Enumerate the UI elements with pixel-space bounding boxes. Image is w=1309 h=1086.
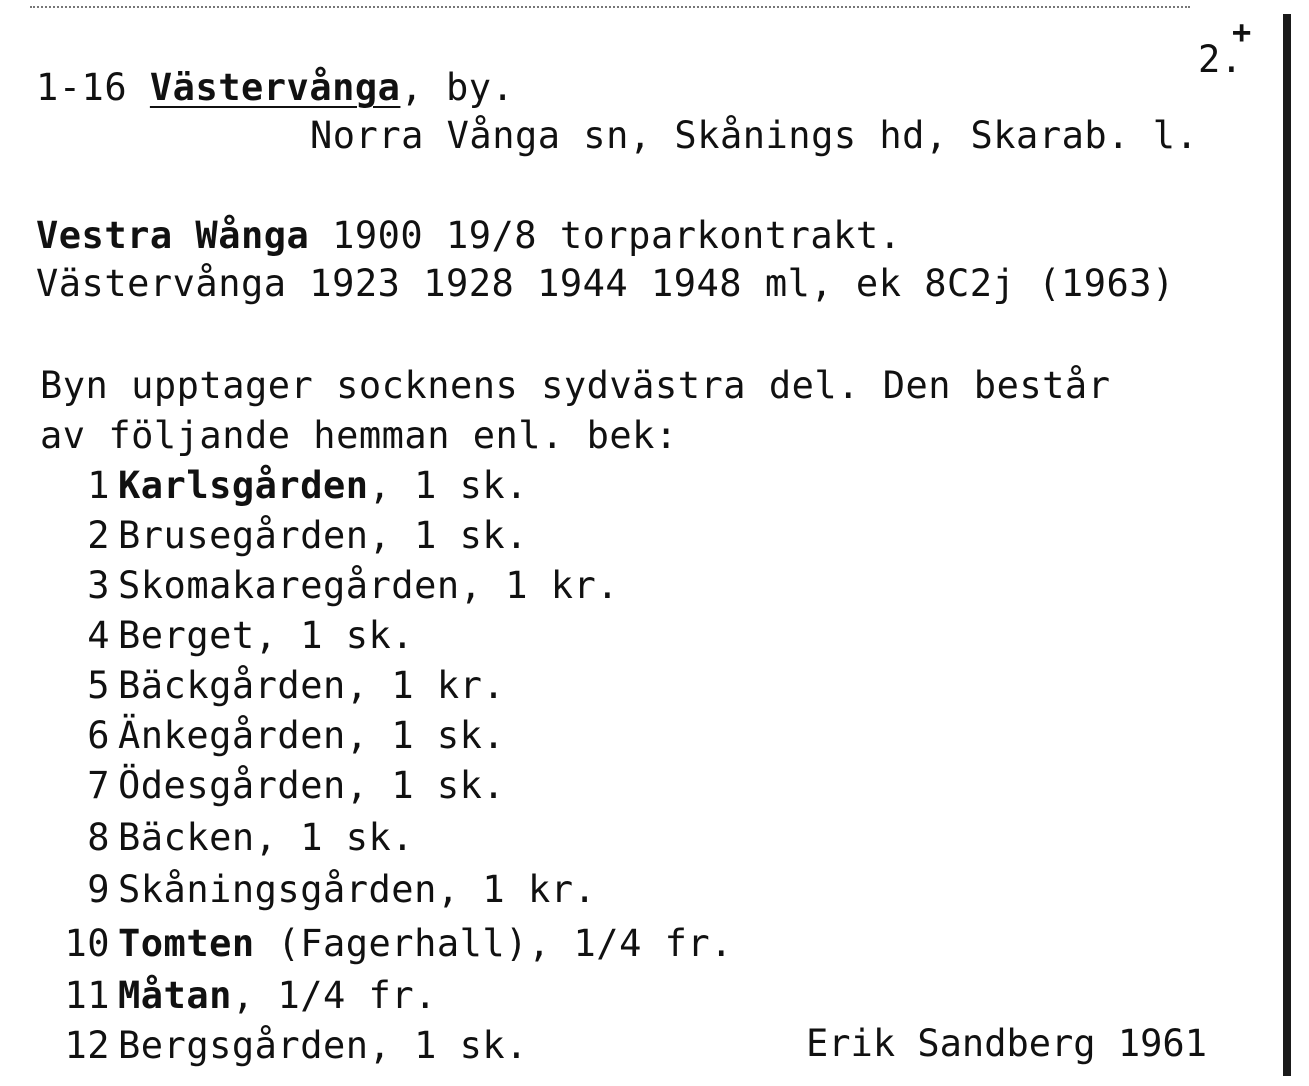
list-item: 2 Brusegården, 1 sk. bbox=[87, 514, 528, 557]
signature: Erik Sandberg 1961 bbox=[806, 1022, 1207, 1065]
historical-line-1-rest: 1900 19/8 torparkontrakt. bbox=[309, 214, 902, 257]
list-item: 10 Tomten (Fagerhall), 1/4 fr. bbox=[64, 922, 733, 965]
list-item: 11 Måtan, 1/4 fr. bbox=[64, 974, 437, 1017]
list-item: 1 Karlsgården, 1 sk. bbox=[87, 464, 528, 507]
heading bbox=[36, 66, 514, 110]
heading-suffix: , by. bbox=[400, 66, 515, 109]
list-item: 12 Bergsgården, 1 sk. bbox=[64, 1024, 528, 1067]
location-line: Norra Vånga sn, Skånings hd, Skarab. l. bbox=[310, 114, 1199, 157]
list-item: 8 Bäcken, 1 sk. bbox=[87, 816, 415, 859]
historical-old-name: Vestra Wånga bbox=[36, 214, 310, 257]
description-line-1: Byn upptager socknens sydvästra del. Den består bbox=[40, 364, 1111, 407]
card-right-edge bbox=[1283, 14, 1291, 1076]
list-item: 9 Skåningsgården, 1 kr. bbox=[87, 868, 597, 911]
card-number: 2. bbox=[1198, 38, 1243, 81]
plus-mark: + bbox=[1232, 13, 1252, 51]
historical-line-2: Västervånga 1923 1928 1944 1948 ml, ek 8C2j (1963) bbox=[36, 262, 1175, 305]
list-item: 7 Ödesgården, 1 sk. bbox=[87, 764, 506, 807]
historical-line-1 bbox=[36, 214, 902, 258]
list-item: 4 Berget, 1 sk. bbox=[87, 614, 415, 657]
list-item: 5 Bäckgården, 1 kr. bbox=[87, 664, 506, 707]
heading-range: 1-16 bbox=[36, 66, 128, 109]
description-line-2: av följande hemman enl. bek: bbox=[40, 414, 678, 457]
heading-place-name: Västervånga bbox=[149, 66, 401, 109]
list-item: 6 Änkegården, 1 sk. bbox=[87, 714, 506, 757]
top-dotted-rule bbox=[30, 6, 1190, 8]
list-item: 3 Skomakaregården, 1 kr. bbox=[87, 564, 620, 607]
